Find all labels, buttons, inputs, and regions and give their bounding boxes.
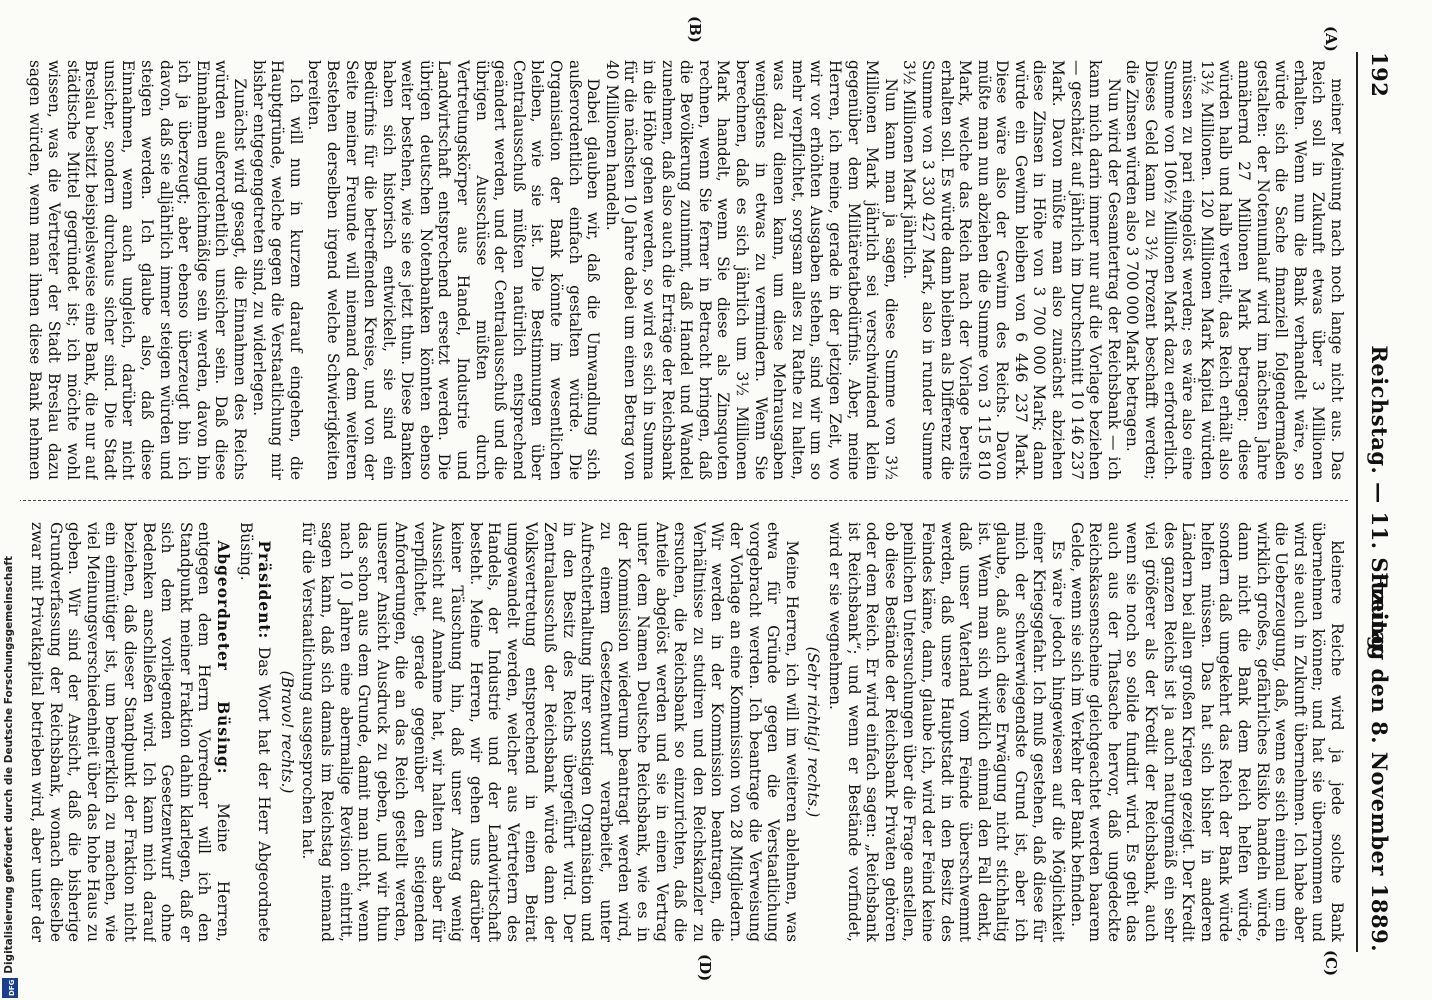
speaker-paragraph [26,522,232,942]
paragraph: kleinere Reiche wird ja jede solche Bank übernehmen können; und hat sie übernommen und wird sie auch in Zukunft übernehmen. Ich habe aber die Ueberzeugung, daß, wenn es sich einmal um ein wirklich großes, gefährliches Risiko handeln würde, dann nicht die Bank dem Reich helfen würde, sondern daß umgekehrt das Reich der Bank würde helfen müssen. Das hat sich bisher in anderen Ländern bei allen großen Kriegen gezeigt. Der Kredit des ganzen Reichs ist ja auch naturgemäß ein sehr viel größerer als der Kredit der Reichsbank, auch wenn sie noch so solide fundirt wird. Es geht das auch aus der Thatsache hervor, daß ungedeckte Reichskassenscheine gleichgeachtet werden baarem Gelde, wenn sie sich im Verkehr der Bank befinden. [1067,522,1346,942]
paragraph: meiner Meinung nach noch lange nicht aus. Das Reich soll in Zukunft etwas über 3 Millionen erhalten. Wenn nun die Bank verhandelt wäre, so würde sich die Sache finanziell folgendermaßen gestalten: der Notenumlauf wird im nächsten Jahre annähernd 27 Millionen Mark betragen; diese würden halb und halb verteilt, das Reich erhält also 13½ Millionen. 120 Millionen Mark Kapital würden müssen zu pari eingelöst werden; es wäre also eine Summe von 106½ Millionen Mark dazu erforderlich. Dieses Geld kann zu 3½ Prozent beschafft werden; die Zinsen würden also 3 700 000 Mark betragen. [1123,60,1346,480]
margin-marker-d: (D) [696,954,714,982]
dfg-logo: DFG [2,978,18,998]
header-rule [1356,52,1358,952]
paragraph: Zunächst wird gesagt, die Einnahmen des Reichs würden außerordentlich unsicher sein. Daß diese Einnahmen ungleichmäßige sein werden, davon bin ich ja überzeugt; aber ebenso überzeugt bin ich davon, daß sie alljährlich immer steigen würden und steigen werden. Ich glaube also, daß diese Einnahmen, wenn auch ungleich, darüber nicht unsicher, sondern durchaus sicher sind. Die Stadt Breslau besitzt beispielsweise eine Bank, die nur auf städtische Mittel gegründet ist; ich möchte wohl wissen, was die Vertreter der Stadt Breslau dazu sagen würden, wenn man ihnen diese Bank nehmen [26,60,249,480]
left-text-column [26,60,1346,480]
interjection: (Bravo! rechts.) [277,670,296,794]
running-title: Reichstag. — 11. Sitzung. [1367,345,1392,659]
paragraph: Ich will nun in kurzem darauf eingehen, die Hauptgründe, welche gegen die Verstaatlichung mir bisher entgegengetreten sind, zu widerlegen. [249,60,305,480]
right-text-column [26,522,1346,942]
page-number: 192 [1367,52,1392,98]
paragraph: Meine Herren, ich will im weiteren ablehnen, was etwa für Gründe gegen die Verstaatlichung vorgebracht werden. Ich beantrage die Verweisung der Vorlage an eine Kommission von 28 Mitgliedern. Wir werden in der Kommission beantragen, die Verhältnisse zu studiren und den Reichskanzler zu ersuchen, die Reichsbank so einzurichten, daß die Anteile abgelöst werden und sie in einen Vertrag unter dem Namen Deutsche Reichsbank, wie es in der Kommission wiederum beantragt werden wird, zu einem Gesetzentwurf verarbeitet, unter Aufrechterhaltung ihrer sonstigen Organisation und in den Besitz des Reichs übergeführt wird. Der Zentralausschuß der Reichsbank würde dann der Volksvertretung entsprechend in einen Beirat umgewandelt werden, welcher aus Vertretern des Handels, der Industrie und der Landwirtschaft besteht. Meine Herren, wir gehen uns darüber keiner Täuschung hin, daß unser Antrag wenig Aussicht auf Annahme hat, wir halten uns aber für verpflichtet, gerade gegenüber den steigenden Anforderungen, die an das Reich gestellt werden, unserer Ansicht Ausdruck zu geben, und wir thun das schon aus dem Grunde, damit man nicht, wenn nach 10 Jahren eine abermalige Revision eintritt, sagen kann, daß sich damals im Reichstag niemand für die Verstaatlichung ausgesprochen hat. [299,522,801,942]
speaker-text: Meine Herren, entgegen dem Herrn Vorredner will ich den Standpunkt meiner Fraktion dahin klarlegen, daß er sich dem vorliegenden Gesetzentwurf ohne Bedenken anschließen wird. Ich kann mich darauf beziehen, daß dieser Standpunkt der Fraktion nicht ein einmütiger ist, um bemerklich zu machen, wie viel Meinungsverschiedenheit über das hohe Haus zu geben. Wir sind der Ansicht, daß die bisherige Grundverfassung der Reichsbank, wonach dieselbe zwar mit Privatkapital betrieben wird, aber unter der [28,522,232,942]
funding-note: Digitalisierung gefördert durch die Deutsche Forschungsgemeinschaft [3,556,15,974]
paragraph: Nun wird der Gesamtertrag der Reichsbank — ich kann mich darin immer nur auf die Vorlage beziehen — geschätzt auf jährlich im Durchschnitt 10 146 237 Mark. Davon müßte man also zunächst abziehen diese Zinsen in Höhe von 3 700 000 Mark; dann würde ein Gewinn bleiben von 6 446 237 Mark. Diese wäre also der Gewinn des Reichs. Davon müßte man nun abziehen die Summe von 3 115 810 Mark, welche das Reich nach der Vorlage bereits erhalten soll. Es würde dann bleiben als Differenz die Summe von 3 330 427 Mark, also in runder Summe 3½ Millionen Mark jährlich. [900,60,1123,480]
digitization-note [0,0,20,1000]
interjection: (Sehr richtig! rechts.) [804,646,823,818]
page-header [1362,52,1392,952]
margin-marker-a: (A) [1322,26,1340,52]
paragraph: Es wäre jedoch hingewiesen auf die Möglichkeit einer Kriegsgefahr. Ich muß gestehen, daß diese für mich der schwerwiegendste Grund ist, aber ich glaube, daß auch diese Erwägung nicht stichhaltig ist. Wenn man sich wirklich einmal den Fall denkt, daß unser Vaterland vom Feinde überschwemmt werden, daß unsere Hauptstadt in den Besitz des Feindes käme, dann, glaube ich, wird der Feind keine peinlichen Untersuchungen über die Frage anstellen, ob diese Bestände der Reichsbank Privaten gehören oder dem Reich. Er wird einfach sagen: „Reichsbank ist Reichsbank“; und wenn er Bestände vorfindet, wird er sie wegnehmen. [825,522,1068,942]
paragraph: Nun kann man ja sagen, diese Summe von 3½ Millionen Mark jährlich sei verschwindend klein gegenüber dem Militäretatbedürfnis. Aber, meine Herren, ich meine, gerade in der jetzigen Zeit, wo wir vor erhöhten Ausgaben stehen, sind wir um so mehr verpflichtet, sorgsam alles zu Rathe zu halten, was dazu dienen kann, um diese Mehrausgaben wenigstens in etwas zu vermindern. Wenn Sie berechnen, daß es sich jährlich um 3½ Millionen Mark handelt, wenn Sie diese als Zinsquoten rechnen, wenn Sie ferner in Betracht bringen, daß die Bevölkerung zunimmt, daß Handel und Wandel zunehmen, daß also auch die Erträge der Reichsbank in die Höhe gehen werden, so wird es sich in Summa für die nächsten 10 Jahre dabei um einen Betrag von 40 Millionen handeln. [602,60,900,480]
speaker-label: Präsident: [255,540,274,640]
margin-marker-b: (B) [686,16,704,43]
session-date: Freitag den 8. November 1889. [1367,572,1392,952]
column-divider [18,500,1348,501]
speaker-text: Das Wort hat der Herr Abgeordnete Büsing. [236,522,274,942]
paragraph: Dabei glauben wir, daß die Umwandlung sich außerordentlich einfach gestalten würde. Die Organisation der Bank könnte im wesentlichen bleiben, wie sie ist. Die Bestimmungen über Centralausschuß müßten natürlich entsprechend geändert werden, und der Centralausschuß und die übrigen Ausschüsse müßten durch Vertretungskörper aus Handel, Industrie und Landwirtschaft entsprechend ersetzt werden. Die übrigen deutschen Notenbanken könnten ebenso weiter bestehen, wie sie es jetzt thun. Diese Banken haben sich historisch entwickelt, sie sind ein Bedürfnis für die betreffenden Kreise, und von der Seite meiner Freunde will niemand dem weiteren Bestehen derselben irgend welche Schwierigkeiten bereiten. [305,60,603,480]
speaker-label: Abgeordneter Büsing: [213,540,232,775]
margin-marker-c: (C) [1322,950,1340,977]
speaker-paragraph [236,522,273,942]
